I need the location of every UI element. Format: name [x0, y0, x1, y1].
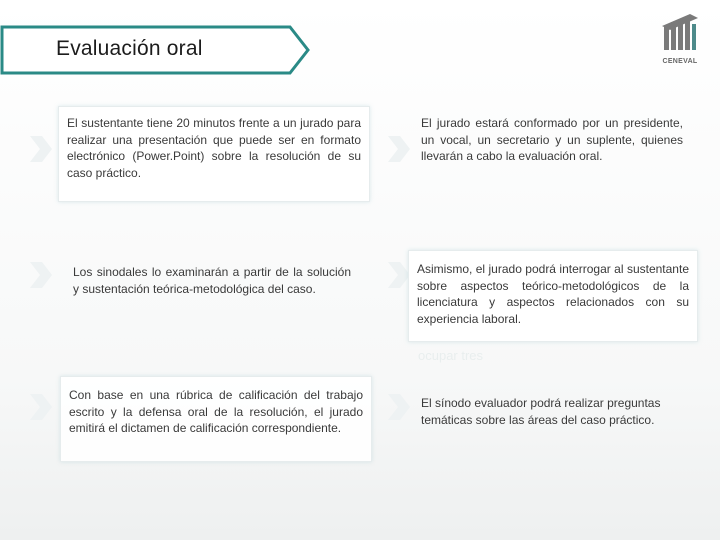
info-card-interrogation [408, 250, 698, 342]
chevron-icon [30, 262, 52, 288]
chevron-icon [388, 394, 410, 420]
card-text: Asimismo, el jurado podrá interrogar al sustentante sobre aspectos teórico-metodológicos de la licenciatura y aspectos relacionados con su experiencia laboral. [417, 262, 689, 326]
ceneval-logo-icon [654, 12, 706, 56]
info-card-questions [412, 386, 694, 446]
chevron-icon [388, 262, 410, 288]
chevron-icon [30, 136, 52, 162]
card-text: El jurado estará conformado por un presidente, un vocal, un secretario y un suplente, quienes llevarán a cabo la evaluación oral. [421, 116, 683, 163]
info-card-presentation [58, 106, 370, 202]
info-card-rubric [60, 376, 372, 462]
page-title: Evaluación oral [56, 37, 203, 60]
chevron-icon [388, 136, 410, 162]
logo-text: CENEVAL [662, 58, 698, 65]
title-banner [0, 24, 310, 74]
chevron-icon [30, 394, 52, 420]
info-card-sinodales [64, 248, 360, 338]
ceneval-logo [654, 12, 706, 74]
card-text: El sínodo evaluador podrá realizar preguntas temáticas sobre las áreas del caso práctico. [421, 396, 661, 427]
info-card-jury [412, 106, 692, 202]
card-text: El sustentante tiene 20 minutos frente a un jurado para realizar una presentación que puede ser en formato electrónico (Power.Point) sobre la resolución de su caso práctico. [67, 116, 361, 180]
faded-text: ocupar tres [418, 348, 484, 363]
card-text: Los sinodales lo examinarán a partir de la solución y sustentación teórica-metodológica del caso. [73, 265, 351, 296]
card-text: Con base en una rúbrica de calificación del trabajo escrito y la defensa oral de la resolución, el jurado emitirá el dictamen de calificación correspondiente. [69, 388, 363, 435]
